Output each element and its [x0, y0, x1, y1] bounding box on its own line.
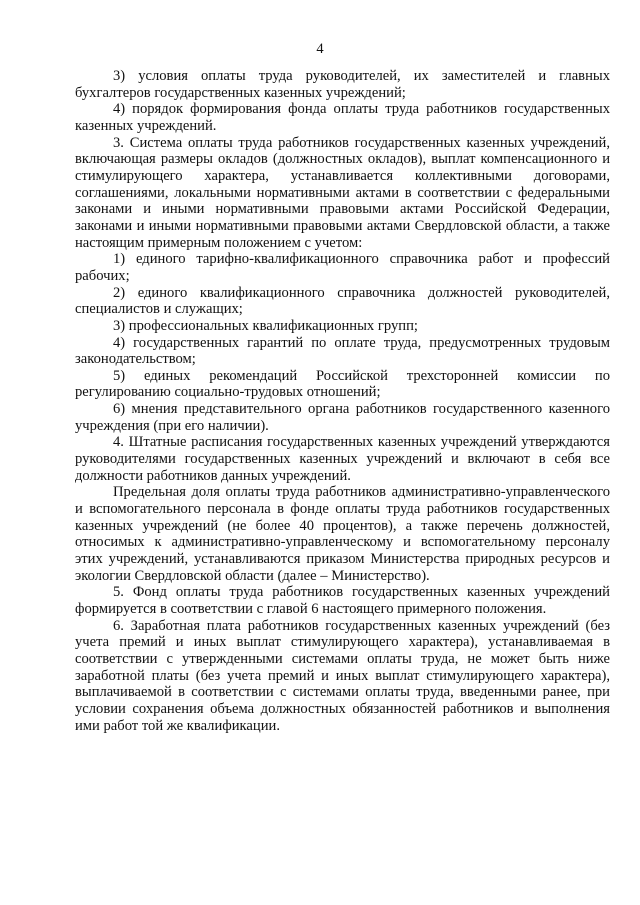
page-number: 4	[316, 41, 324, 57]
paragraph-subitem-3-professional-groups: 3) профессиональных квалификационных групп;	[113, 317, 418, 334]
paragraph-subitem-2-qualification-reference: 2) единого квалификационного справочника должностей руководителей, специалистов и служащих;	[75, 284, 610, 318]
paragraph-item-3-salary-conditions: 3) условия оплаты труда руководителей, их заместителей и главных бухгалтеров государственных казенных учреждений;	[75, 68, 610, 101]
paragraph-clause-3-pay-system: 3. Система оплаты труда работников государственных казенных учреждений, включающая размеры окладов (должностных окладов), выплат компенсационного и стимулирующего характера, устанавливается коллективными договорами, соглашениями, локальными нормативными актами в соответствии с федеральными законами и иными нормативными правовыми актами Российской Федерации, законами и иными нормативными правовыми актами Свердловской области, а также настоящим примерным положением с учетом:	[75, 134, 610, 251]
paragraph-subitem-6-representative-opinion: 6) мнения представительного органа работников государственного казенного учреждения (при его наличии).	[75, 401, 610, 434]
paragraph-subitem-1-tariff-reference: 1) единого тарифно-квалификационного справочника работ и профессий рабочих;	[75, 251, 610, 284]
paragraph-item-4-fund-formation: 4) порядок формирования фонда оплаты труда работников государственных казенных учреждений.	[75, 101, 610, 134]
paragraph-clause-4-staff-schedules: 4. Штатные расписания государственных казенных учреждений утверждаются руководителями государственных казенных учреждений и включают в себя все должности работников данных учреждений.	[75, 434, 610, 484]
paragraph-clause-5-pay-fund: 5. Фонд оплаты труда работников государственных казенных учреждений формируется в соответствии с главой 6 настоящего примерного положения.	[75, 584, 610, 617]
document-body	[75, 68, 610, 734]
paragraph-admin-staff-share: Предельная доля оплаты труда работников административно-управленческого и вспомогательного персонала в фонде оплаты труда работников государственных казенных учреждений (не более 40 процентов), а также перечень должностей, относимых к административно-управленческому и вспомогательному персоналу этих учреждений, устанавливаются приказом Министерства природных ресурсов и экологии Свердловской области (далее – Министерство).	[75, 484, 610, 584]
paragraph-subitem-5-tripartite-recommendations: 5) единых рекомендаций Российской трехсторонней комиссии по регулированию социально-трудовых отношений;	[75, 367, 610, 401]
paragraph-clause-6-wage-guarantee: 6. Заработная плата работников государственных казенных учреждений (без учета премий и иных выплат стимулирующего характера), устанавливаемая в соответствии с утвержденными системами оплаты труда, не может быть ниже заработной платы (без учета премий и иных выплат стимулирующего характера), выплачиваемой в соответствии с системами оплаты труда, введенными ранее, при условии сохранения объема должностных обязанностей работников и выполнения ими работ той же квалификации.	[75, 617, 610, 734]
paragraph-subitem-4-state-guarantees: 4) государственных гарантий по оплате труда, предусмотренных трудовым законодательством;	[75, 334, 610, 368]
